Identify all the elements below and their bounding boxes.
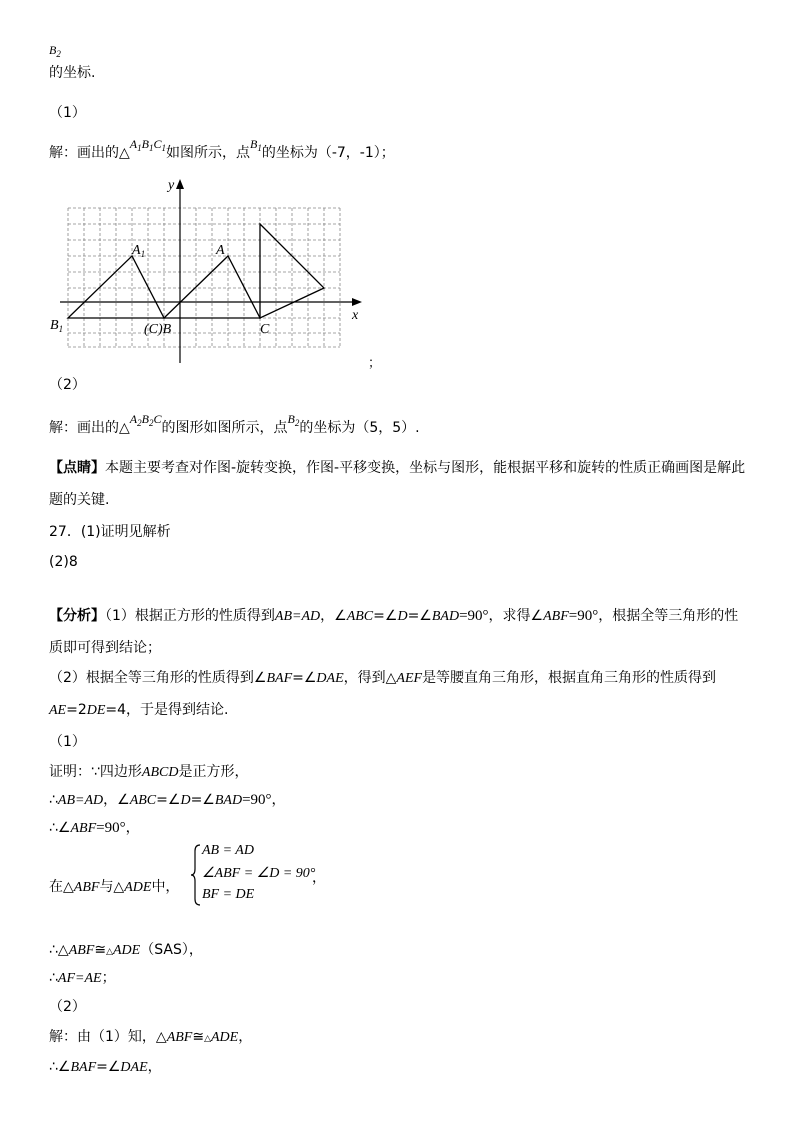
p1-l2e: =∠ xyxy=(156,792,181,808)
p1-l2c: ，∠ xyxy=(103,792,130,808)
tri-c-sub: 1 xyxy=(161,143,166,153)
p2-l2b: BAF xyxy=(70,1060,97,1075)
fenxi-l4a: AE xyxy=(49,703,67,718)
dianjing-line2: 题的关键. xyxy=(49,492,110,508)
q27-answer2: (2)8 xyxy=(49,554,78,570)
p1-l2g: =∠ xyxy=(190,792,215,808)
figure-semicolon: ； xyxy=(368,356,382,371)
p1-l2j: ， xyxy=(271,792,286,808)
equation-system xyxy=(190,843,330,907)
fenxi-l4c: DE xyxy=(86,703,106,718)
part1-answer-line xyxy=(49,137,395,167)
p1-l6b: AF=AE xyxy=(57,971,102,986)
proof1-line5 xyxy=(49,940,203,962)
fenxi-l1e: =∠ xyxy=(373,608,398,624)
part2-text-a: 解：画出的△ xyxy=(49,420,130,436)
fenxi-l1b: AB=AD xyxy=(274,609,321,624)
fenxi-l1m: ，根据全等三角形的性 xyxy=(598,608,739,624)
fenxi-l1a: （1）根据正方形的性质得到 xyxy=(105,608,275,624)
tri-a: A xyxy=(129,137,138,151)
p1-l1c: 是正方形， xyxy=(178,764,249,780)
p1-l6c: ； xyxy=(101,970,116,986)
coordinate-grid-figure xyxy=(48,175,382,371)
p2-l2e: ， xyxy=(147,1059,162,1075)
fenxi-l1f: D xyxy=(397,609,408,624)
part1-text-c: 的坐标为（-7，-1）； xyxy=(261,145,395,161)
system-comma: ， xyxy=(312,871,326,886)
proof1-line2 xyxy=(49,790,286,811)
fenxi-l1d: ABC xyxy=(346,609,374,624)
fenxi-l1j: ，求得∠ xyxy=(488,608,544,624)
label-cb: (C)B xyxy=(144,322,172,337)
p1-l3a: ∴∠ xyxy=(49,820,71,836)
p1-l4d: ADE xyxy=(124,880,152,895)
fenxi-line4 xyxy=(49,700,229,721)
proof1-line1 xyxy=(49,762,248,783)
fenxi-l3e: ，得到△ xyxy=(343,670,397,686)
fenxi-l1g: =∠ xyxy=(407,608,432,624)
fenxi-l3c: =∠ xyxy=(292,670,317,686)
proof1-line6 xyxy=(49,968,116,989)
p1-l6a: ∴ xyxy=(49,970,58,986)
y-axis-label: y xyxy=(168,178,175,193)
p1-l5e: ADE xyxy=(113,943,141,958)
p2-l2a: ∴∠ xyxy=(49,1059,71,1075)
label-c: C xyxy=(260,322,270,337)
p1-l4e: 中， xyxy=(151,879,180,895)
fenxi-line2: 质即可得到结论； xyxy=(49,640,161,656)
pt-b2-sub: 2 xyxy=(294,418,300,428)
p1-l4c: 与△ xyxy=(99,879,125,895)
fenxi-l1k: ABF xyxy=(543,609,569,624)
p1-l2b: AB=AD xyxy=(57,793,104,808)
b2-tail xyxy=(49,63,95,83)
tri-b: B xyxy=(141,137,149,151)
q27-title: 27．(1)证明见解析 xyxy=(49,524,171,540)
proof2-line1 xyxy=(49,1027,252,1049)
part2-text-b: 的图形如图所示，点 xyxy=(161,420,288,436)
p1-l5c: ≅ xyxy=(94,942,107,958)
pt-b1-sub: 1 xyxy=(257,143,262,153)
pt-b1: B xyxy=(249,137,258,151)
proof2-label: （2） xyxy=(49,999,86,1015)
fenxi-l4d: =4，于是得到结论. xyxy=(105,702,229,718)
b2-symbol: B xyxy=(49,43,57,57)
p1-l2d: ABC xyxy=(129,793,157,808)
dianjing-tag: 【点睛】 xyxy=(49,460,105,476)
fenxi-tag: 【分析】 xyxy=(49,608,105,624)
fenxi-l1h: BAD xyxy=(431,609,460,624)
t-c: C xyxy=(153,412,162,426)
left-brace-icon xyxy=(190,843,202,907)
fenxi-l1c: ，∠ xyxy=(320,608,347,624)
t-a2-sub: 2 xyxy=(137,418,142,428)
x-axis-arrow xyxy=(352,298,362,306)
p1-l5a: ∴△ xyxy=(49,942,69,958)
y-axis-arrow xyxy=(176,179,184,189)
dianjing-text-1: 本题主要考查对作图-旋转变换，作图-平移变换，坐标与图形，能根据平移和旋转的性质正确画图是解此 xyxy=(105,460,746,476)
system-row-1: AB = AD xyxy=(202,843,254,858)
t-b2-sub: 2 xyxy=(148,418,154,428)
x-axis-label: x xyxy=(352,308,359,323)
p2-l1d: △ xyxy=(204,1034,211,1044)
fenxi-l3f: AEF xyxy=(396,671,423,686)
fenxi-l3b: BAF xyxy=(266,671,293,686)
p1-l3b: ABF xyxy=(70,821,97,836)
fenxi-l1l: =90° xyxy=(568,608,599,624)
p1-l3d: ， xyxy=(125,820,140,836)
t-a2: A xyxy=(129,412,138,426)
fenxi-line1 xyxy=(49,606,738,627)
proof1-line3 xyxy=(49,818,140,839)
p1-l3c: =90° xyxy=(96,820,126,836)
p1-l2i: =90° xyxy=(242,792,272,808)
p1-l5b: ABF xyxy=(68,943,95,958)
p2-l1c: ≅ xyxy=(192,1029,205,1045)
p1-l1a: 证明：∵四边形 xyxy=(49,764,142,780)
b2-tail-text: 的坐标. xyxy=(49,65,96,81)
proof1-line4 xyxy=(49,877,179,898)
system-row-3: BF = DE xyxy=(202,887,255,902)
part2-label: （2） xyxy=(49,377,86,393)
p2-l2d: DAE xyxy=(120,1060,148,1075)
grid-lines xyxy=(68,208,340,347)
fenxi-l3a: （2）根据全等三角形的性质得到∠ xyxy=(49,670,267,686)
system-row-2: ∠ABF = ∠D = 90° xyxy=(202,866,316,881)
p2-l1a: 解：由（1）知，△ xyxy=(49,1029,167,1045)
part1-text-b: 如图所示，点 xyxy=(165,145,250,161)
fenxi-l1i: =90° xyxy=(459,608,489,624)
tri-b-sub: 1 xyxy=(148,143,154,153)
part1-label: （1） xyxy=(49,105,86,121)
p1-l4a: 在△ xyxy=(49,879,74,895)
fenxi-l3d: DAE xyxy=(316,671,344,686)
tri-c: C xyxy=(153,137,162,151)
proof1-label: （1） xyxy=(49,734,86,750)
p2-l1b: ABF xyxy=(166,1030,193,1045)
label-b1: $B_1$ xyxy=(50,318,64,334)
label-a1: $A_1$ xyxy=(132,243,146,259)
pt-b2: B xyxy=(287,412,295,426)
label-a: A xyxy=(216,243,225,258)
p2-l1f: ， xyxy=(238,1029,253,1045)
p1-l2f: D xyxy=(180,793,191,808)
part2-answer-line xyxy=(49,412,420,442)
p1-l4b: ABF xyxy=(73,880,100,895)
p1-l1b: ABCD xyxy=(141,765,179,780)
part1-text-a: 解：画出的△ xyxy=(49,145,130,161)
tri-a-sub: 1 xyxy=(137,143,142,153)
fenxi-line3 xyxy=(49,668,716,689)
part2-text-c: 的坐标为（5，5）. xyxy=(299,420,420,436)
p1-l2h: BAD xyxy=(214,793,243,808)
proof2-line2 xyxy=(49,1057,162,1078)
fenxi-l3g: 是等腰直角三角形，根据直角三角形的性质得到 xyxy=(422,670,717,686)
fenxi-l4b: =2 xyxy=(66,702,87,718)
p2-l1e: ADE xyxy=(211,1030,239,1045)
dianjing-line1 xyxy=(49,458,745,478)
p1-l5f: （SAS）， xyxy=(140,942,203,958)
p2-l2c: =∠ xyxy=(96,1059,121,1075)
p1-l5d: △ xyxy=(106,947,113,957)
t-b2: B xyxy=(141,412,149,426)
b2-sub: 2 xyxy=(56,49,61,59)
p1-l2a: ∴ xyxy=(49,792,58,808)
